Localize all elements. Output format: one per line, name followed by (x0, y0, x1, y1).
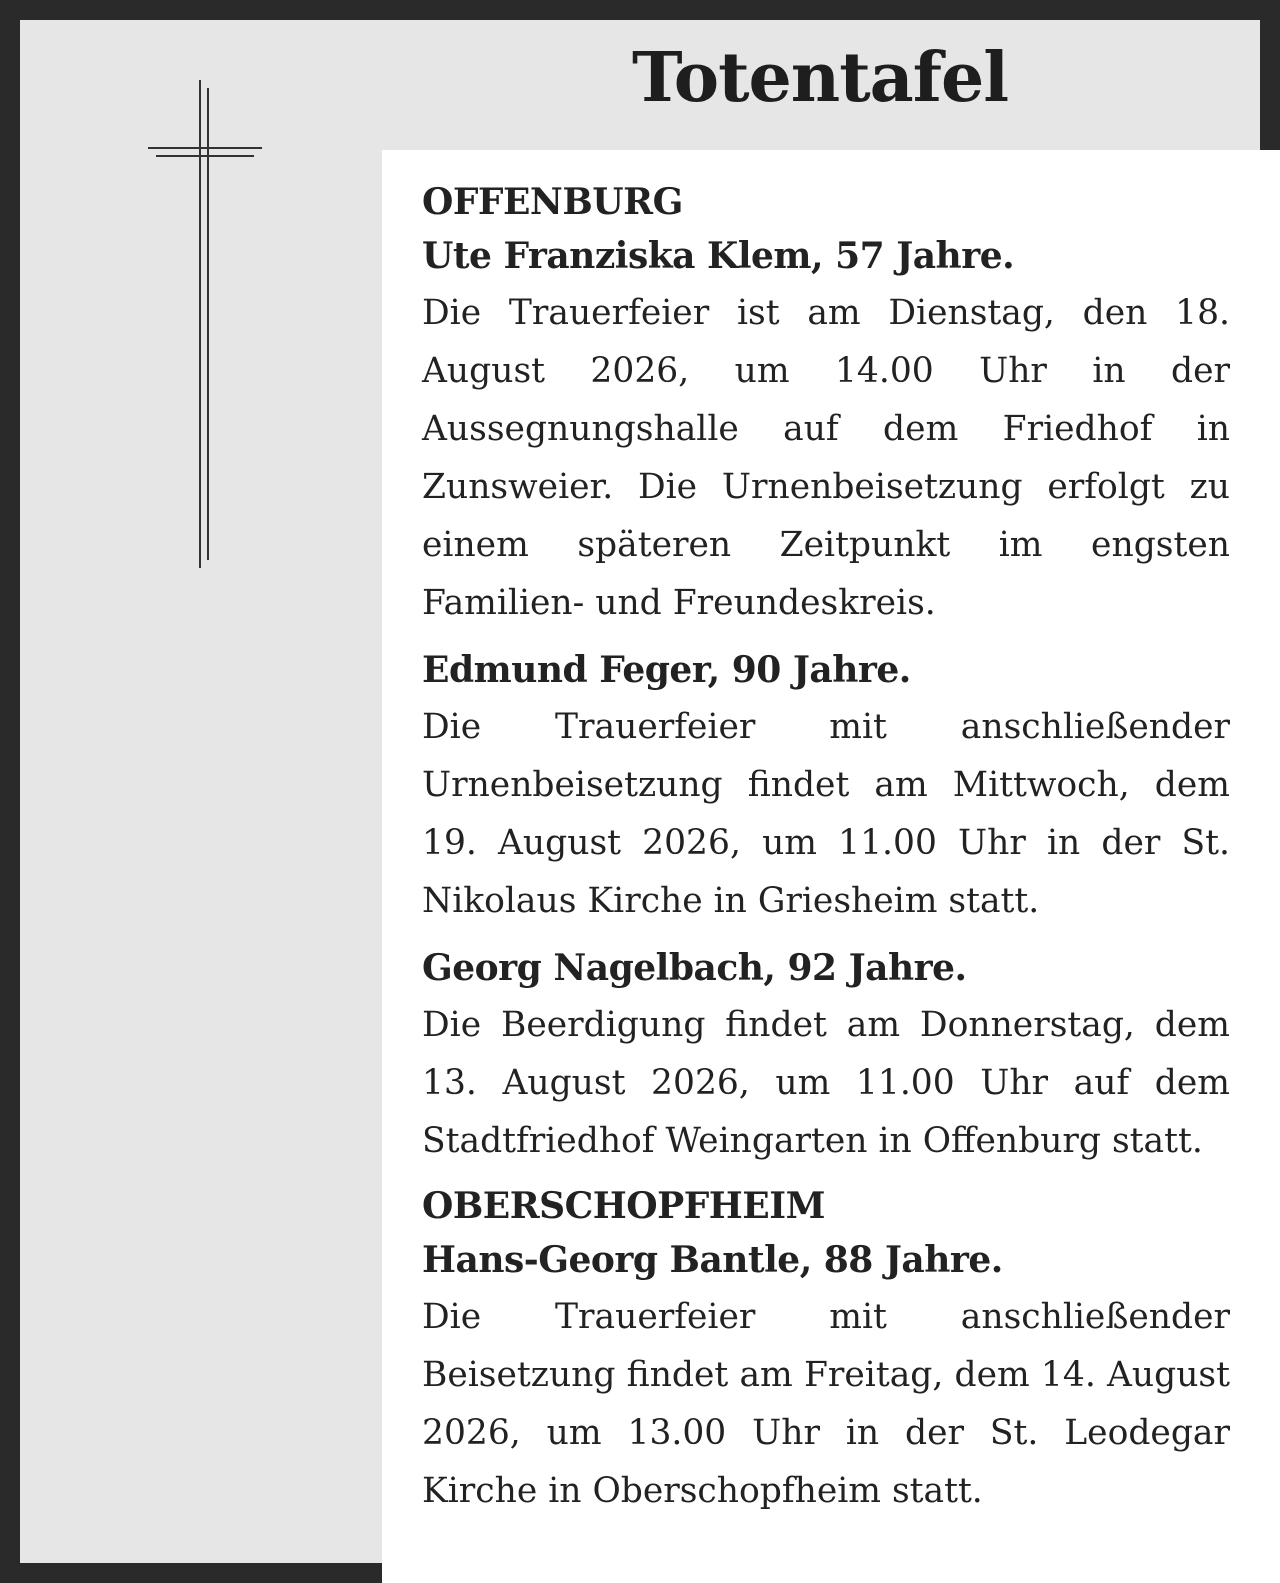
deceased-name: Hans-Georg Bantle, 88 Jahre. (422, 1239, 1003, 1281)
page-title: Totentafel (631, 38, 1009, 118)
city-heading: OFFENBURG (422, 181, 683, 223)
obituary-entry (422, 228, 1230, 632)
cross-icon (140, 80, 270, 580)
service-details: Die Trauerfeier mit anschließender Beisetzung findet am Freitag, dem 14. August 2026, um 13.00 Uhr in der St. Leodegar Kirche in Oberschopfheim statt. (422, 1297, 1230, 1511)
obituary-content (382, 150, 1280, 1583)
service-details: Die Trauerfeier ist am Dienstag, den 18. August 2026, um 14.00 Uhr in der Aussegnungshalle auf dem Friedhof in Zunsweier. Die Urnenbeisetzung erfolgt zu einem späteren Zeitpunkt im engsten Familien- und Freundeskreis. (422, 293, 1230, 623)
service-details: Die Trauerfeier mit anschließender Urnenbeisetzung findet am Mittwoch, dem 19. August 2026, um 11.00 Uhr in der St. Nikolaus Kirche in Griesheim statt. (422, 707, 1230, 921)
service-details: Die Beerdigung findet am Donnerstag, dem 13. August 2026, um 11.00 Uhr auf dem Stadtfriedhof Weingarten in Offenburg statt. (422, 1005, 1230, 1161)
city-section (422, 176, 1230, 1170)
city-section (422, 1180, 1230, 1520)
obituary-entry (422, 1232, 1230, 1520)
city-heading: OBERSCHOPFHEIM (422, 1185, 825, 1227)
deceased-name: Ute Franziska Klem, 57 Jahre. (422, 235, 1015, 277)
deceased-name: Edmund Feger, 90 Jahre. (422, 649, 911, 691)
obituary-entry (422, 642, 1230, 930)
deceased-name: Georg Nagelbach, 92 Jahre. (422, 947, 967, 989)
obituary-entry (422, 940, 1230, 1170)
